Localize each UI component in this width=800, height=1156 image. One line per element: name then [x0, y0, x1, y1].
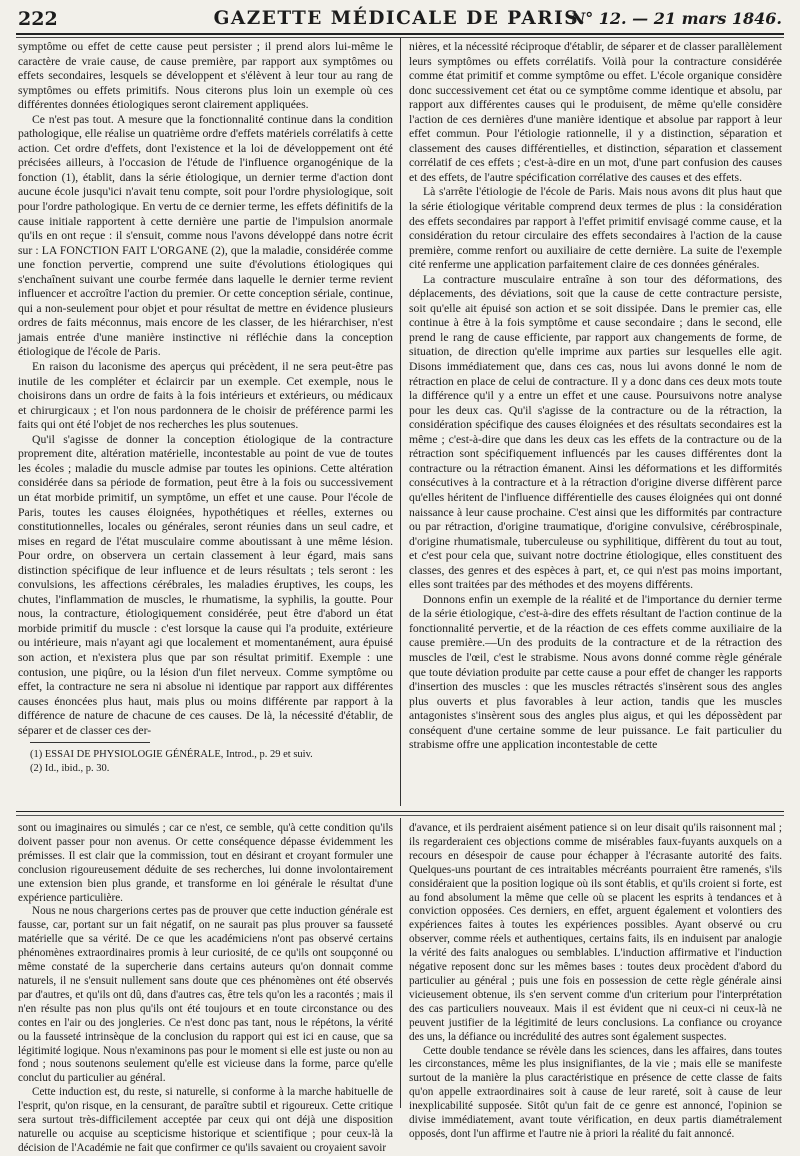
- section-rule: [16, 811, 784, 812]
- header-rule: [16, 33, 784, 35]
- journal-title: GAZETTE MÉDICALE DE PARIS.: [213, 8, 587, 29]
- footnote-rule: [30, 742, 150, 743]
- section-rule-thin: [16, 815, 784, 816]
- footnote: (1) ESSAI DE PHYSIOLOGIE GÉNÉRALE, Introd., p. 29 et suiv.: [30, 749, 313, 760]
- paragraph: Cette induction est, du reste, si naturelle, si conforme à la marche habituelle de l'esprit, qu'on risque, en la censurant, de paraître subtil et rigoureux. Cette critique sera surtout très-difficilement acceptée par ceux qui ont déjà une disposition naturelle ou acquise au scepticisme historique et scientifique ; pour ceux-là la décision de l'Académie ne fait que confirmer ce qu'ils savaient ou croyaient savoir: [18, 1086, 393, 1154]
- footnote: (2) Id., ibid., p. 30.: [30, 762, 110, 774]
- paragraph: En raison du laconisme des aperçus qui précèdent, il ne sera peut-être pas inutile de les compléter et éclaircir par un exemple. Cet exemple, nous le choisirons dans un ordre de faits à la fois intérieurs et extérieurs, ou médicaux et chirurgicaux ; et l'on nous pardonnera de le choisir de préférence parmi les faits qui ont été l'objet de nos recherches les plus soutenues.: [18, 360, 393, 432]
- top-right-column: [409, 40, 782, 804]
- issue-date: N° 12. — 21 mars 1846.: [570, 9, 782, 28]
- column-divider: [400, 818, 401, 1108]
- footnotes: [30, 748, 390, 775]
- paragraph: Nous ne nous chargerions certes pas de prouver que cette induction générale est fausse, car, portant sur un fait négatif, on ne saurait pas plus prouver sa fausseté matérielle que sa vérité. De ce que les académiciens n'ont pas observé certains phénomènes extraordinaires promis à leur curiosité, de ce qu'ils ont soupçonné ou même constaté de la supercherie dans certains auteurs qu'on donnait comme naturels, il ne s'ensuit nullement sans doute que ces phénomènes ont été observés par d'autres, et qu'ils ont dû, dans d'autres cas, être tels qu'on les a racontés ; mais il n'en résulte pas non plus qu'ils ont été toujours et en toute circonstance ou des contes en l'air ou des jongleries. Ce n'est donc pas tant, nous le répétons, la vérité ou la fausseté intrinsèque de la conclusion du rapport qui est ici en cause, que sa légitimité logique. Nous n'examinons pas pour le moment si elle est juste ou non au fond ; nous soutenons seulement qu'elle est vicieuse dans la forme, parce qu'elle conclut du particulier au général.: [18, 905, 393, 1085]
- bottom-left-column: [18, 822, 393, 1154]
- paragraph: Là s'arrête l'étiologie de l'école de Paris. Mais nous avons dit plus haut que la série étiologique véritable comprend deux termes de plus : la considération des effets secondaires par rapport à l'effet primitif envisagé comme cause, et la considération du retour circulaire des effets secondaires à l'action de la cause première, comme renfort ou auxiliaire de cette dernière. La suite de l'exemple cité renferme une application parfaitement claire de ces données générales.: [409, 185, 782, 272]
- paragraph: d'avance, et ils perdraient aisément patience si on leur disait qu'ils raisonnent mal ; ils regarderaient ces objections comme de misérables faux-fuyants auxquels on a recours en désespoir de cause pour échapper à l'écrasante autorité des faits. Quelques-uns pourtant de ces intraitables mécréants pourraient être ramenés, s'ils considéraient que la position logique où ils sont établis, et qu'ils croient si forte, est au fond absolument la même que celle où se placent les esprits à tendances et à conviction opposées. Ces derniers, en effet, arguent également et volontiers des expériences faites à toutes les expériences possibles. Ayant observé ou cru observer, comme réels et authentiques, certains faits, ils en induisent par analogie la vérité des faits analogues ou semblables. L'induction affirmative et l'induction négative reposent donc sur les mêmes bases : toutes deux procèdent d'abord du particulier au général ; puis une fois en possession de cette règle générale ainsi vicieusement obtenue, ils s'en servent comme d'un criterium pour l'interprétation des cas particuliers nouveaux. Mais il est évident que ni ceux-ci ni ceux-là ne peuvent justifier de la légitimité de leurs conclusions. La confiance ou croyance des uns, la défiance ou incrédulité des autres sont également suspectes.: [409, 822, 782, 1043]
- paragraph: Qu'il s'agisse de donner la conception étiologique de la contracture proprement dite, altération matérielle, incontestable au point de vue de toutes les écoles ; maladie du muscle admise par toutes les opinions. Cette altération considérée dans sa période de formation, peut être à la fois ou successivement un état morbide primitif, un symptôme, un effet et une cause. Pour l'école de Paris, toutes les causes éloignées, hypothétiques et réelles, externes ou constitutionnelles, locales ou générales, seront réunies dans un seul cadre, et mises en regard de l'état musculaire comme aboutissant à une même lésion. Pour ordre, on observera un certain classement à leur égard, mais sans distinction spécifique de leur influence et de leurs résultats ; tels seront : les convulsions, les affections cérébrales, les maladies éruptives, les coups, les chutes, l'inflammation de muscles, le rhumatisme, la syphilis, la goutte. Pour nous, la contracture, étiologiquement considérée, peut être d'abord un état morbide primitif du muscle : c'est lorsque la cause qui l'a produite, extérieure ou intérieure, mais n'ayant agi que localement et momentanément, aura épuisé son action, et n'existera plus que par son résultat primitif. Exemple : une contusion, une piqûre, ou la lésion d'un filet nerveux. Comme symptôme ou effet, la contracture ne sera ni absolue ni identique par rapport aux différentes causes énoncées plus haut, mais plus ou moins différente par rapport à la différence de nature de chacune de ces causes. De là, la nécessité d'établir, de séparer et de classer ces der-: [18, 432, 393, 737]
- paragraph: Ce n'est pas tout. A mesure que la fonctionnalité continue dans la condition pathologique, elle réalise un quatrième ordre d'effets matériels corrélatifs à cette action. Cet ordre d'effets, dont l'existence et la loi de développement ont été précisées ailleurs, à l'occasion de l'étude de l'influence organogénique de la fonction (1), établit, dans la série étiologique, un dernier terme d'action dont aucune école jusqu'ici n'avait tenu compte, soit pour l'ordre physiologique, soit pour l'ordre pathologique. En vertu de ce dernier terme, les effets définitifs de la cause initiale rapportent à cette dernière une partie de l'impulsion anormale qu'ils en ont reçue : il s'ensuit, comme nous l'avons développé dans notre écrit sur : LA FONCTION FAIT L'ORGANE (2), que la maladie, considérée comme une fonction pervertie, comprend une suite d'évolutions étiologiques qui s'enchaînent suivant une courbe fermée dans laquelle le dernier terme revient influencer et accroître l'action du premier. Or cette conception sériale, continue, qui a non-seulement pour objet et pour résultat de mettre en évidence plusieurs ordres de faits méconnus, mais encore de les classer, de les hiérarchiser, n'est jamais entrée d'une manière instinctive ni réfléchie dans la conception étiologique de l'école de Paris.: [18, 112, 393, 359]
- paragraph: Cette double tendance se révèle dans les sciences, dans les affaires, dans toutes les circonstances, même les plus insignifiantes, de la vie ; mais elle se manifeste surtout de la manière la plus caractéristique en présence de cette classe de faits qu'on appelle extraordinaires soit à cause de leur rareté, soit à cause de leur inexplicabilité supposée. Sitôt qu'un fait de ce genre est annoncé, l'opinion se divise immédiatement, avant toute vérification, en deux partis diamétralement opposés, dont l'un affirme et l'autre nie à priori la réalité du fait annoncé.: [409, 1044, 782, 1140]
- page-header: [18, 8, 782, 34]
- paragraph: La contracture musculaire entraîne à son tour des déformations, des déplacements, des déviations, soit que la cause de cette contracture persiste, soit qu'elle ait épuisé son action et se soit dissipée. Dans le premier cas, elle continue à être à la fois symptôme et cause secondaire ; dans le second, elle prend le rang de cause efficiente, par rapport aux changements de forme, de situation, de direction qu'elle imprime aux parties sur lesquelles elle agit. Disons immédiatement que, dans ces cas, nous lui avons donné le nom de rétraction en place de celui de contracture. Il y a donc dans ces deux mots toute la différence qu'il y a entre un effet et une cause. Poursuivons notre analyse pour les deux cas. Qu'il s'agisse de la contracture ou de la rétraction, la considération spécifique des causes éloignées et des résultats secondaires est la même ; c'est-à-dire que dans les deux cas les effets de la contracture ou de la rétraction sont spécifiquement influencés par les causes différentes dont la contracture ou la rétraction émanent. Ainsi les déformations et les difformités consécutives à la contracture et à la rétraction d'origine diverse diffèrent parce qu'elles héritent de l'influence différentielle des causes éloignées qui ont donné naissance à leur cause prochaine. C'est ainsi que les difformités par contracture ou par rétraction, d'origine traumatique, d'origine convulsive, cérébrospinale, d'origine rhumatismale, tuberculeuse ou syphilitique, diffèrent du tout au tout, et c'est pour cela que, suivant notre doctrine étiologique, elles constituent des classes, des genres et des espèces à part, et, ce qui n'est pas moins important, elles sont traitées par des méthodes et des moyens différents.: [409, 272, 782, 592]
- paragraph: sont ou imaginaires ou simulés ; car ce n'est, ce semble, qu'à cette condition qu'ils doivent passer pour non avenus. Or cette conséquence dépasse évidemment les prémisses. Il est clair que la commission, tout en désirant et croyant formuler une conclusion rigoureusement déduite de ses recherches, lui donne involontairement une extension bien plus grande, et transforme en loi générale le résultat d'une expérience particulière.: [18, 822, 393, 904]
- top-left-column: [18, 40, 393, 737]
- paragraph: Donnons enfin un exemple de la réalité et de l'importance du dernier terme de la série étiologique, c'est-à-dire des effets résultant de l'action continue de la fonctionnalité pervertie, et de la réaction de ces effets comme auxiliaire de la cause première.—Un des produits de la contracture et de la rétraction des muscles de l'œil, c'est le strabisme. Nous avons donné comme règle générale que toute déviation produite par cette cause a pour effet de changer les rapports d'insertion des muscles : que les muscles rétractés s'insèrent sous des angles plus ouverts et plus favorables à leur action, tandis que les muscles antagonistes s'insèrent sous des angles plus aigus, et qui les dépossèdent par conséquent d'une certaine somme de leur puissance. Le fait particulier du strabisme offre une application incontestable de cette: [409, 592, 782, 752]
- column-divider: [400, 38, 401, 806]
- bottom-right-column: [409, 822, 782, 1140]
- page-number: 222: [18, 8, 58, 30]
- paragraph: nières, et la nécessité réciproque d'établir, de séparer et de classer parallèlement leurs symptômes ou effets corrélatifs. Voilà pour la contracture considérée comme état primitif et comme symptôme ou effet. L'école organique considère donc successivement cet état ou ce symptôme comme identique et absolu, par rapport aux différentes causes qui le produisent, de même qu'elle considère l'action de ces dernières d'une manière identique et absolue par rapport à leur effet commun. Pour l'étiologie rationnelle, il y a distinction, séparation et classement des causes différentielles, et distinction, séparation et classement corrélatif de ces effets ; c'est-à-dire en un mot, d'une part confusion des causes et des effets, de l'autre spécification corrélative des causes et des effets.: [409, 40, 782, 184]
- paragraph: symptôme ou effet de cette cause peut persister ; il prend alors lui-même le caractère de vraie cause, de cause première, par rapport aux symptômes ou effets secondaires, lesquels se développent et s'élèvent à leur tour au rang de symptômes ou effets primitifs. Nous citerons plus loin un exemple où ces différentes données étiologiques seront clairement appliquées.: [18, 40, 393, 112]
